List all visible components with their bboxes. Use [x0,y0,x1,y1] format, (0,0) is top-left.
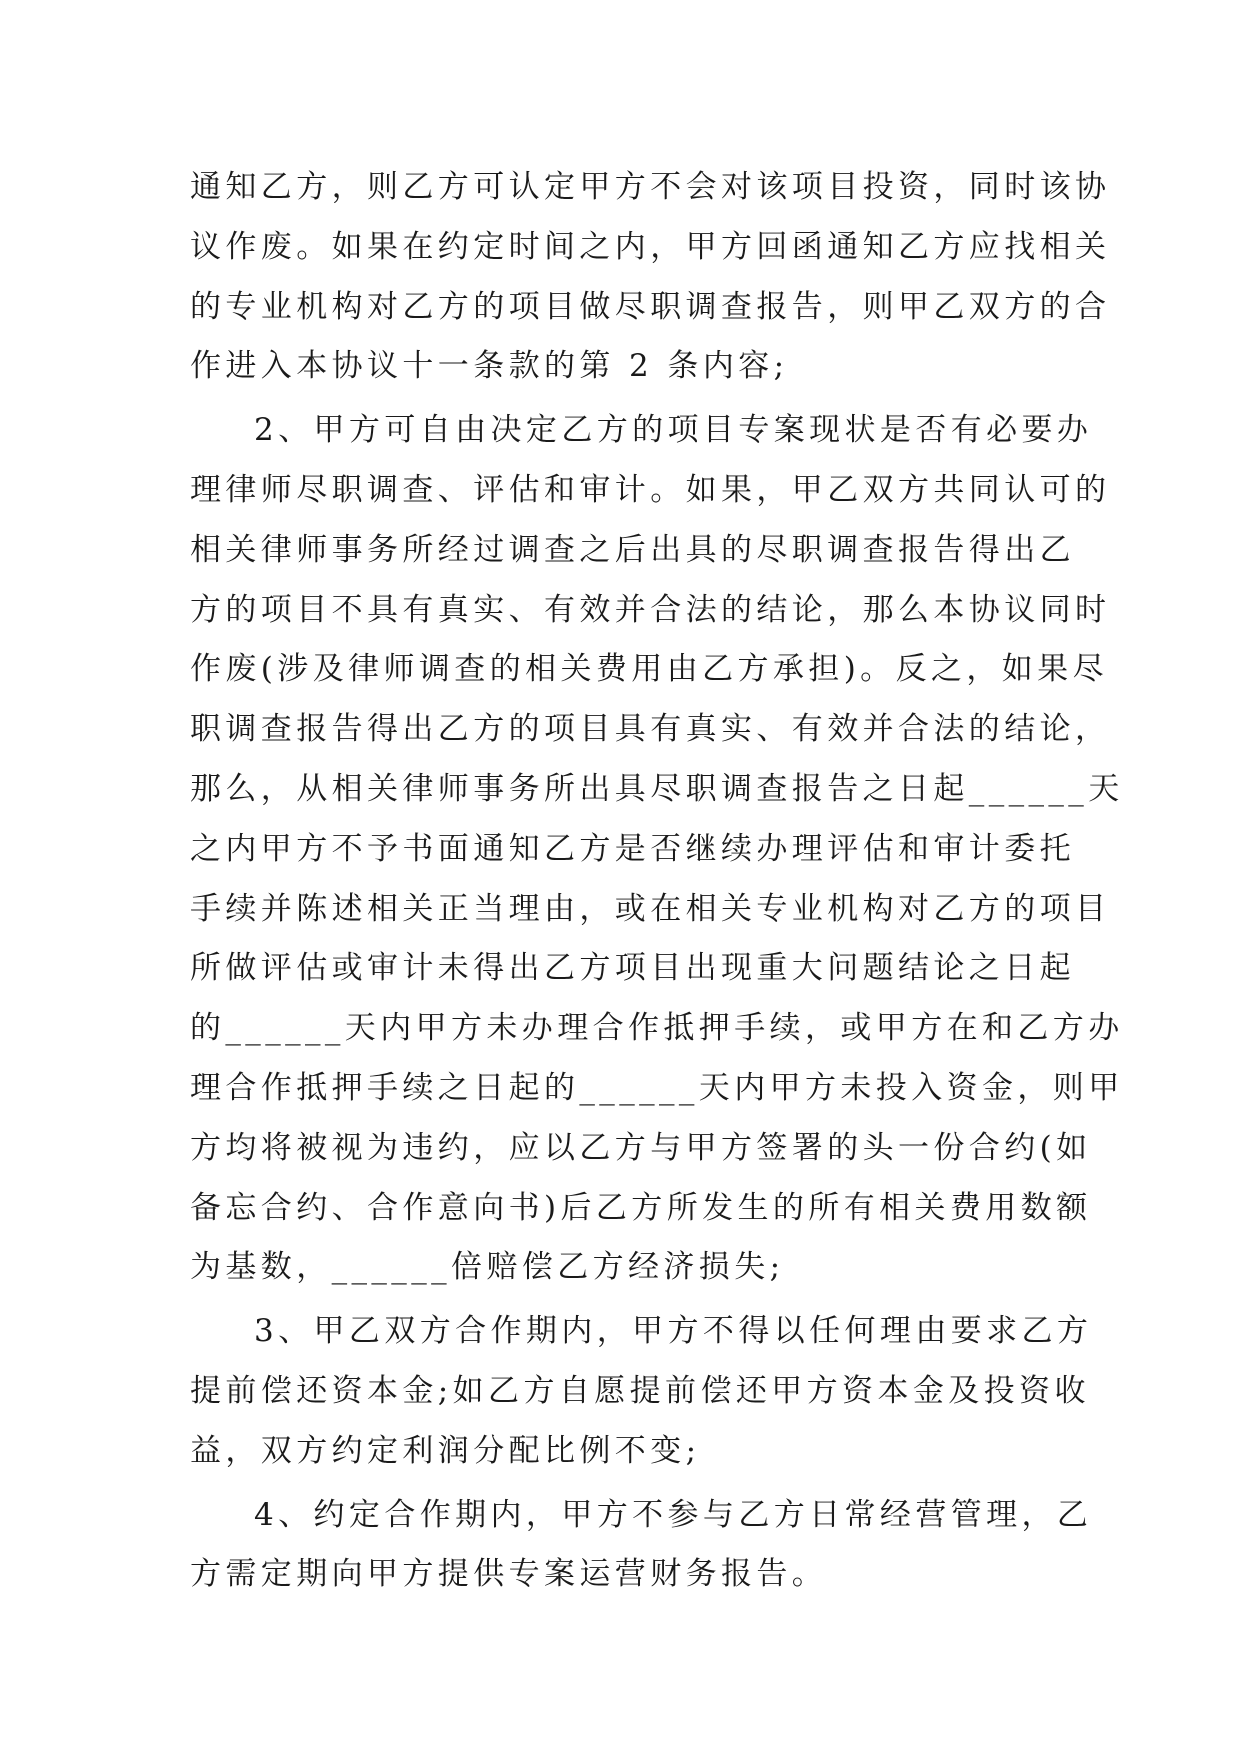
clause-4-first-line: 4、约定合作期内，甲方不参与乙方日常经营管理，乙 [254,1496,1093,1533]
paragraph-line: 的专业机构对乙方的项目做尽职调查报告，则甲乙双方的合 [190,288,1111,325]
paragraph-line: 方需定期向甲方提供专案运营财务报告。 [190,1556,828,1593]
paragraph-line: 理合作抵押手续之日起的______天内甲方未投入资金，则甲 [190,1069,1124,1106]
paragraph-line: 相关律师事务所经过调查之后出具的尽职调查报告得出乙 [190,531,1075,568]
paragraph-line: 所做评估或审计未得出乙方项目出现重大问题结论之日起 [190,950,1075,987]
paragraph-line: 益，双方约定利润分配比例不变; [190,1432,701,1469]
paragraph-line: 那么，从相关律师事务所出具尽职调查报告之日起______天 [190,770,1124,807]
clause-2-first-line: 2、甲方可自由决定乙方的项目专案现状是否有必要办 [254,412,1093,449]
paragraph-line: 议作废。如果在约定时间之内，甲方回函通知乙方应找相关 [190,228,1111,265]
paragraph-line: 提前偿还资本金;如乙方自愿提前偿还甲方资本金及投资收 [190,1372,1090,1409]
paragraph-line: 方均将被视为违约，应以乙方与甲方签署的头一份合约(如 [190,1129,1092,1166]
paragraph-line: 的______天内甲方未办理合作抵押手续，或甲方在和乙方办 [190,1010,1124,1047]
paragraph-line: 之内甲方不予书面通知乙方是否继续办理评估和审计委托 [190,830,1075,867]
paragraph-line: 作进入本协议十一条款的第 2 条内容; [190,348,789,385]
paragraph-line: 通知乙方，则乙方可认定甲方不会对该项目投资，同时该协 [190,169,1111,205]
paragraph-line: 手续并陈述相关正当理由，或在相关专业机构对乙方的项目 [190,890,1111,927]
paragraph-line: 职调查报告得出乙方的项目具有真实、有效并合法的结论， [190,711,1111,748]
paragraph-line: 方的项目不具有真实、有效并合法的结论，那么本协议同时 [190,591,1111,628]
paragraph-line: 备忘合约、合作意向书)后乙方所发生的所有相关费用数额 [190,1189,1092,1226]
document-body [190,158,1124,1605]
paragraph-line: 作废(涉及律师调查的相关费用由乙方承担)。反之，如果尽 [190,651,1108,688]
clause-3-first-line: 3、甲乙双方合作期内，甲方不得以任何理由要求乙方 [254,1313,1093,1350]
paragraph-line: 为基数，______倍赔偿乙方经济损失; [190,1249,785,1286]
paragraph-line: 理律师尽职调查、评估和审计。如果，甲乙双方共同认可的 [190,471,1111,508]
